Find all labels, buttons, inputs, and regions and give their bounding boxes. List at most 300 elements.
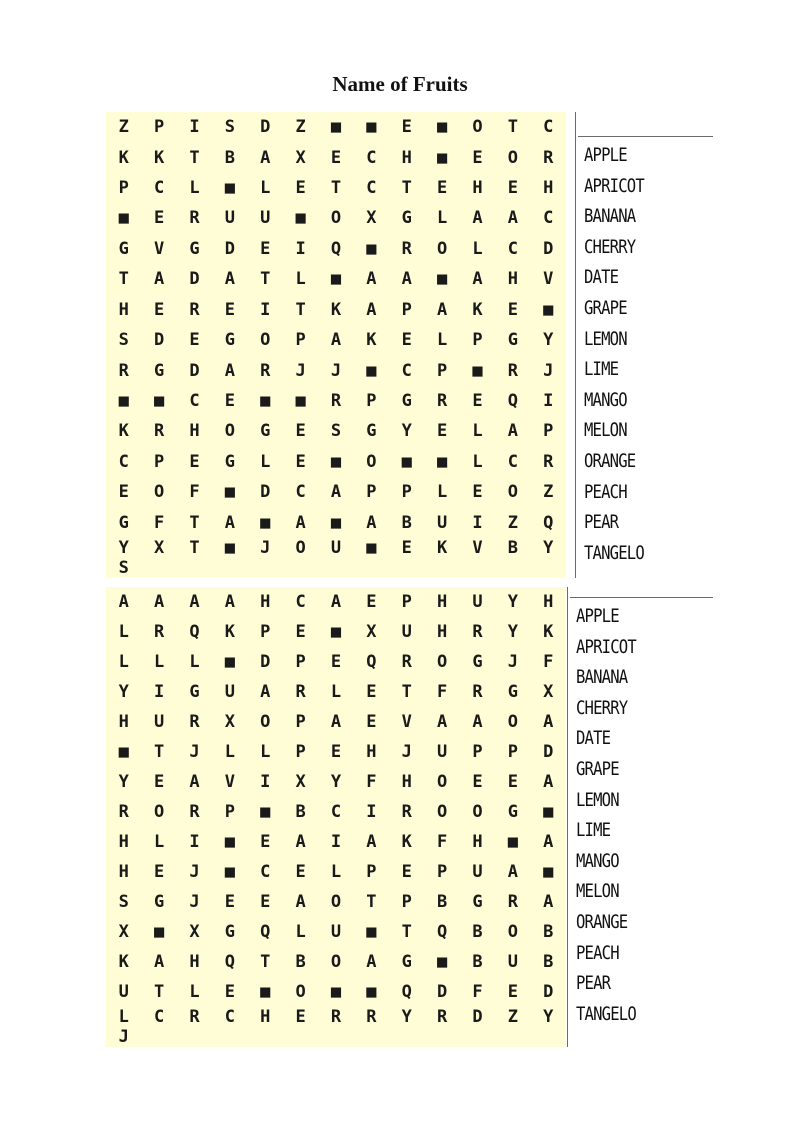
- grid-cell: G: [472, 892, 483, 912]
- grid-cell: E: [224, 892, 235, 912]
- grid-cell: ■: [260, 802, 271, 822]
- grid-cell: G: [366, 421, 377, 442]
- grid-cell: P: [507, 742, 519, 762]
- grid-cell: R: [330, 1007, 342, 1027]
- grid-cell: T: [260, 269, 271, 290]
- grid-cell: A: [260, 682, 271, 702]
- grid-cell: E: [366, 712, 377, 732]
- grid-cell: A: [295, 512, 306, 533]
- grid-cell: E: [472, 147, 483, 168]
- grid-cell: T: [366, 892, 377, 912]
- grid-cell: T: [507, 117, 519, 138]
- grid-cell: R: [260, 360, 271, 381]
- grid-cell: ■: [437, 269, 448, 290]
- grid-cell: P: [118, 178, 129, 199]
- grid-cell: E: [330, 147, 342, 168]
- grid-cell: P: [437, 862, 448, 882]
- grid-cell: E: [437, 421, 448, 442]
- grid-cell: R: [153, 622, 165, 642]
- grid-cell: B: [295, 802, 306, 822]
- grid-cell: L: [437, 482, 448, 503]
- grid-cell: P: [401, 299, 412, 320]
- grid-cell: R: [543, 147, 554, 168]
- grid-cell: ■: [330, 451, 342, 472]
- grid-cell: ■: [437, 117, 448, 138]
- grid-cell: L: [260, 451, 271, 472]
- word-list-top-border: [570, 597, 713, 598]
- grid-cell: P: [153, 451, 165, 472]
- grid-cell: ■: [472, 360, 483, 381]
- grid-cell: O: [260, 712, 271, 732]
- grid-cell: ■: [437, 952, 448, 972]
- word-list-item: PEACH: [584, 480, 627, 503]
- grid-cell: ■: [224, 482, 235, 503]
- grid-cell: B: [543, 922, 554, 942]
- grid-cell: H: [118, 862, 129, 882]
- grid-cell: ■: [507, 832, 519, 852]
- grid-cell: E: [224, 391, 235, 412]
- word-list-top-border: [578, 136, 713, 137]
- grid-cell: E: [153, 299, 165, 320]
- grid-cell: Y: [507, 622, 519, 642]
- grid-cell: X: [295, 772, 306, 792]
- grid-cell: L: [153, 832, 165, 852]
- grid-cell: A: [543, 892, 554, 912]
- grid-cell: G: [401, 208, 412, 229]
- grid-cell: O: [153, 482, 165, 503]
- grid-cell: K: [401, 832, 412, 852]
- grid-cell: O: [224, 421, 235, 442]
- grid-cell: ■: [224, 178, 235, 199]
- grid-cell: Q: [189, 622, 200, 642]
- grid-cell: Y: [543, 538, 554, 558]
- grid-cell: K: [153, 147, 165, 168]
- grid-cell: E: [260, 238, 271, 259]
- grid-cell: C: [507, 238, 519, 259]
- grid-cell: I: [260, 299, 271, 320]
- grid-cell: E: [401, 330, 412, 351]
- grid-cell: E: [401, 862, 412, 882]
- word-list-item: MANGO: [584, 388, 627, 411]
- grid-cell: G: [189, 238, 200, 259]
- grid-cell: X: [189, 922, 200, 942]
- grid-cell: T: [330, 178, 342, 199]
- grid-cell: U: [401, 622, 412, 642]
- grid-cell: O: [295, 982, 306, 1002]
- grid-cell: ■: [366, 982, 377, 1002]
- grid-cell: L: [118, 652, 129, 672]
- grid-cell: V: [472, 538, 483, 558]
- grid-cell: A: [437, 712, 448, 732]
- grid-cell: P: [260, 622, 271, 642]
- grid-cell: E: [189, 330, 200, 351]
- grid-cell: F: [153, 512, 165, 533]
- grid-cell: F: [366, 772, 377, 792]
- grid-cell: O: [330, 952, 342, 972]
- grid-cell: A: [153, 952, 165, 972]
- grid-cell: E: [366, 682, 377, 702]
- grid-cell: A: [366, 299, 377, 320]
- word-list-item: LEMON: [584, 327, 627, 350]
- grid-cell: E: [472, 482, 483, 503]
- grid-cell: C: [366, 178, 377, 199]
- grid-cell: R: [507, 360, 519, 381]
- grid-cell: ■: [224, 538, 235, 558]
- grid-cell: C: [153, 178, 165, 199]
- grid-cell: J: [189, 892, 200, 912]
- grid-cell: O: [437, 772, 448, 792]
- grid-cell: E: [295, 451, 306, 472]
- grid-cell: R: [153, 421, 165, 442]
- grid-cell: A: [543, 772, 554, 792]
- grid-cell: P: [153, 117, 165, 138]
- grid-cell: Q: [224, 952, 235, 972]
- grid-cell: K: [224, 622, 235, 642]
- grid-cell: Q: [437, 922, 448, 942]
- grid-cell: P: [224, 802, 235, 822]
- grid-cell: A: [260, 147, 271, 168]
- grid-cell: ■: [437, 451, 448, 472]
- grid-cell: G: [189, 682, 200, 702]
- grid-cell: A: [224, 269, 235, 290]
- grid-cell: R: [437, 391, 448, 412]
- grid-cell: H: [118, 299, 129, 320]
- grid-cell: E: [437, 178, 448, 199]
- grid-cell: H: [401, 147, 412, 168]
- word-list-item: APPLE: [584, 144, 627, 166]
- grid-cell: A: [189, 772, 200, 792]
- word-list: [576, 601, 649, 1029]
- grid-cell: Z: [118, 117, 129, 138]
- grid-cell: X: [118, 922, 129, 942]
- grid-cell: X: [153, 538, 165, 558]
- grid-cell: K: [118, 952, 129, 972]
- word-list-item: MANGO: [576, 849, 619, 872]
- grid-cell: P: [366, 391, 377, 412]
- letter-grid: [106, 587, 566, 1047]
- grid-cell: P: [401, 592, 412, 612]
- grid-cell: ■: [153, 922, 165, 942]
- grid-cell: R: [366, 1007, 377, 1027]
- grid-cell: L: [472, 421, 483, 442]
- grid-cell: T: [189, 147, 200, 168]
- grid-cell: A: [366, 269, 377, 290]
- word-list-item: DATE: [576, 727, 611, 750]
- grid-cell: E: [330, 652, 342, 672]
- grid-cell: L: [295, 269, 306, 290]
- grid-cell: O: [260, 330, 271, 351]
- grid-cell: F: [437, 682, 448, 702]
- grid-cell: Q: [507, 391, 519, 412]
- grid-cell: S: [330, 421, 342, 442]
- grid-cell: I: [366, 802, 377, 822]
- grid-cell: R: [189, 1007, 200, 1027]
- grid-cell: H: [507, 269, 519, 290]
- grid-cell: O: [472, 117, 483, 138]
- grid-cell: A: [224, 512, 235, 533]
- word-list-item: CHERRY: [576, 696, 628, 719]
- grid-cell: D: [543, 742, 554, 762]
- grid-cell: T: [189, 538, 200, 558]
- grid-cell: E: [366, 592, 377, 612]
- grid-cell: A: [330, 330, 342, 351]
- grid-cell: E: [153, 772, 165, 792]
- grid-cell: I: [330, 832, 342, 852]
- grid-cell: D: [224, 238, 235, 259]
- grid-cell: C: [543, 208, 554, 229]
- word-list-item: BANANA: [584, 205, 636, 228]
- grid-cell: D: [189, 360, 200, 381]
- grid-cell: J: [295, 360, 306, 381]
- grid-cell: Q: [366, 652, 377, 672]
- grid-cell: G: [224, 330, 235, 351]
- grid-cell: ■: [366, 538, 377, 558]
- grid-cell: X: [366, 622, 377, 642]
- grid-cell: H: [472, 832, 483, 852]
- grid-cell: A: [224, 360, 235, 381]
- grid-cell: B: [224, 147, 235, 168]
- grid-cell: Y: [118, 682, 129, 702]
- grid-cell: K: [118, 147, 129, 168]
- grid-cell: C: [224, 1007, 235, 1027]
- grid-cell: E: [295, 421, 306, 442]
- grid-cell: R: [118, 802, 129, 822]
- grid-cell: A: [295, 892, 306, 912]
- grid-cell: J: [260, 538, 271, 558]
- grid-cell: O: [437, 802, 448, 822]
- word-list-item: PEAR: [576, 972, 611, 995]
- grid-cell: R: [118, 360, 129, 381]
- grid-cell: P: [366, 862, 377, 882]
- word-list-item: APRICOT: [584, 174, 644, 197]
- grid-cell: E: [507, 982, 519, 1002]
- word-list-item: TANGELO: [576, 1002, 636, 1025]
- grid-cell: D: [189, 269, 200, 290]
- grid-cell: K: [118, 421, 129, 442]
- word-list-item: LEMON: [576, 788, 619, 811]
- grid-cell: ■: [366, 117, 377, 138]
- grid-cell: E: [295, 1007, 306, 1027]
- grid-cell: Q: [401, 982, 412, 1002]
- grid-divider: [575, 112, 576, 578]
- grid-cell: E: [118, 482, 129, 503]
- grid-cell: Q: [260, 922, 271, 942]
- grid-cell: F: [543, 652, 554, 672]
- grid-cell: ■: [366, 922, 377, 942]
- letter-grid: [106, 112, 566, 578]
- grid-cell: E: [507, 299, 519, 320]
- grid-cell: O: [507, 482, 519, 503]
- grid-cell: ■: [153, 391, 165, 412]
- word-list-item: GRAPE: [584, 296, 627, 319]
- grid-cell: ■: [224, 832, 235, 852]
- grid-cell: L: [437, 208, 448, 229]
- grid-cell: ■: [118, 742, 129, 762]
- grid-cell: A: [507, 862, 519, 882]
- word-list-item: BANANA: [576, 666, 628, 689]
- word-list-item: PEAR: [584, 511, 619, 534]
- grid-cell: H: [437, 622, 448, 642]
- word-list: [584, 140, 657, 568]
- grid-cell: O: [507, 922, 519, 942]
- grid-cell: G: [153, 360, 165, 381]
- grid-cell: H: [366, 742, 377, 762]
- grid-cell: A: [507, 421, 519, 442]
- grid-cell: ■: [330, 982, 342, 1002]
- grid-cell: B: [295, 952, 306, 972]
- grid-cell: Y: [507, 592, 519, 612]
- grid-cell: A: [224, 592, 235, 612]
- grid-cell: G: [224, 922, 235, 942]
- grid-cell: A: [543, 712, 554, 732]
- grid-cell: A: [437, 299, 448, 320]
- grid-cell: ■: [543, 299, 554, 320]
- grid-cell: E: [401, 117, 412, 138]
- grid-cell: O: [153, 802, 165, 822]
- grid-cell: P: [401, 482, 412, 503]
- grid-cell: B: [401, 512, 412, 533]
- grid-cell: A: [189, 592, 200, 612]
- grid-cell: I: [472, 512, 483, 533]
- grid-cell: Y: [401, 421, 412, 442]
- grid-cell: R: [189, 802, 200, 822]
- grid-cell: A: [401, 269, 412, 290]
- grid-cell: J: [507, 652, 519, 672]
- grid-cell: G: [401, 952, 412, 972]
- grid-cell: K: [330, 299, 342, 320]
- word-list-item: GRAPE: [576, 757, 619, 780]
- word-list-item: APRICOT: [576, 635, 636, 658]
- grid-cell: D: [543, 982, 554, 1002]
- grid-cell: ■: [260, 512, 271, 533]
- grid-cell: L: [472, 238, 483, 259]
- grid-cell: P: [295, 652, 306, 672]
- grid-cell: U: [437, 742, 448, 762]
- grid-cell: C: [260, 862, 271, 882]
- grid-cell: H: [543, 592, 554, 612]
- grid-cell: G: [153, 892, 165, 912]
- grid-cell: A: [330, 712, 342, 732]
- grid-cell: A: [366, 832, 377, 852]
- grid-cell: L: [437, 330, 448, 351]
- grid-cell: Y: [543, 330, 554, 351]
- grid-cell: A: [118, 592, 129, 612]
- grid-cell: R: [543, 451, 554, 472]
- grid-cell: Z: [507, 512, 519, 533]
- grid-cell: X: [295, 147, 306, 168]
- grid-cell: T: [153, 742, 165, 762]
- grid-cell: E: [507, 178, 519, 199]
- grid-cell: O: [330, 892, 342, 912]
- grid-cell: J: [543, 360, 554, 381]
- grid-cell: ■: [260, 982, 271, 1002]
- grid-cell: Y: [401, 1007, 412, 1027]
- grid-cell: F: [189, 482, 200, 503]
- grid-cell: F: [472, 982, 483, 1002]
- grid-cell: H: [543, 178, 554, 199]
- grid-cell: Y: [118, 772, 129, 792]
- grid-cell: A: [507, 208, 519, 229]
- grid-cell: V: [401, 712, 412, 732]
- grid-cell: O: [437, 238, 448, 259]
- grid-cell: H: [401, 772, 412, 792]
- grid-cell: L: [330, 862, 342, 882]
- grid-cell: E: [189, 451, 200, 472]
- grid-cell: C: [401, 360, 412, 381]
- grid-cell: ■: [295, 391, 306, 412]
- grid-cell: B: [472, 922, 483, 942]
- grid-cell: Z: [543, 482, 554, 503]
- grid-cell: E: [401, 538, 412, 558]
- grid-cell: P: [401, 892, 412, 912]
- grid-cell: G: [507, 682, 519, 702]
- grid-cell: T: [153, 982, 165, 1002]
- grid-cell: A: [366, 952, 377, 972]
- grid-cell: K: [543, 622, 554, 642]
- grid-cell: D: [153, 330, 165, 351]
- grid-cell: H: [189, 952, 200, 972]
- grid-cell: H: [472, 178, 483, 199]
- grid-cell: K: [437, 538, 448, 558]
- grid-cell: J: [330, 360, 342, 381]
- grid-cell: L: [189, 982, 200, 1002]
- grid-cell: C: [118, 451, 129, 472]
- grid-cell: G: [260, 421, 271, 442]
- grid-cell: ■: [437, 147, 448, 168]
- grid-cell: Y: [118, 538, 129, 558]
- grid-cell: E: [507, 772, 519, 792]
- grid-cell: A: [153, 269, 165, 290]
- grid-cell: U: [472, 862, 483, 882]
- word-list-item: MELON: [584, 419, 627, 442]
- grid-cell: ■: [366, 360, 377, 381]
- grid-cell: A: [366, 512, 377, 533]
- grid-cell: E: [260, 892, 271, 912]
- grid-cell: O: [472, 802, 483, 822]
- grid-cell: R: [401, 652, 412, 672]
- grid-cell: D: [437, 982, 448, 1002]
- grid-cell: E: [153, 208, 165, 229]
- grid-cell: L: [153, 652, 165, 672]
- grid-cell: H: [118, 712, 129, 732]
- grid-cell: G: [224, 451, 235, 472]
- grid-cell: R: [472, 682, 483, 702]
- grid-cell: E: [260, 832, 271, 852]
- grid-cell: D: [260, 652, 271, 672]
- page-title: Name of Fruits: [332, 72, 468, 96]
- grid-cell: C: [295, 592, 306, 612]
- grid-cell: E: [472, 391, 483, 412]
- grid-cell: R: [437, 1007, 448, 1027]
- grid-cell: H: [260, 1007, 271, 1027]
- grid-cell: O: [507, 712, 519, 732]
- grid-cell: E: [295, 862, 306, 882]
- grid-cell: J: [189, 862, 200, 882]
- grid-cell: S: [118, 892, 129, 912]
- grid-cell: P: [295, 712, 306, 732]
- grid-cell: E: [295, 622, 306, 642]
- grid-cell: U: [118, 982, 129, 1002]
- grid-cell: L: [118, 1007, 129, 1027]
- grid-cell: K: [366, 330, 377, 351]
- grid-cell: U: [437, 512, 448, 533]
- grid-cell: O: [295, 538, 306, 558]
- grid-cell: P: [295, 330, 306, 351]
- grid-divider: [567, 587, 568, 1047]
- grid-cell: ■: [543, 802, 554, 822]
- grid-cell: B: [507, 538, 519, 558]
- grid-cell: C: [507, 451, 519, 472]
